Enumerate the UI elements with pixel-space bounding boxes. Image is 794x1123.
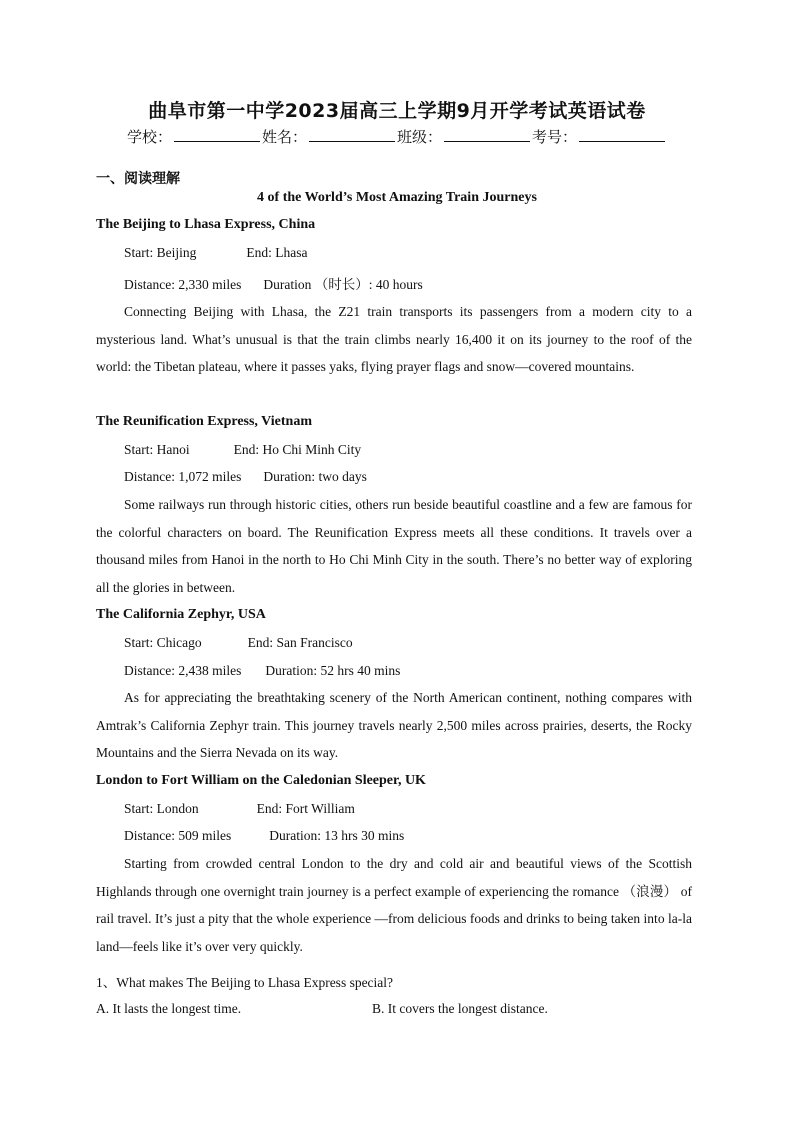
journey-description: Connecting Beijing with Lhasa, the Z21 train transports its passengers from a modern city to a mysterious land. What’s unusual is that the train climbs nearly 16,400 it on its journey to the roof of the world: the Tibetan plateau, where it passes yaks, flying prayer flags and snow—covered mountains. [96, 304, 692, 374]
journey-distance-duration [124, 663, 400, 679]
passage-title: 4 of the World’s Most Amazing Train Journeys [257, 190, 537, 205]
class-label: 班级： [397, 128, 443, 146]
journey-distance: Distance: 2,330 miles [124, 277, 242, 292]
exam-no-blank[interactable] [579, 126, 665, 142]
class-blank[interactable] [444, 126, 530, 142]
journey-start-end [124, 635, 353, 651]
option-a[interactable]: A. It lasts the longest time. [96, 1001, 242, 1016]
journey-distance-duration [124, 469, 367, 485]
journey-start: Start: London [124, 801, 199, 816]
journey-start: Start: Chicago [124, 635, 202, 650]
journey-distance-duration [124, 828, 404, 844]
journey-duration: Duration: 13 hrs 30 mins [269, 828, 405, 843]
school-label: 学校： [126, 128, 172, 146]
name-label: 姓名： [261, 128, 307, 146]
journey-start-end [124, 245, 307, 261]
journey-description: Starting from crowded central London to the dry and cold air and beautiful views of the Scottish Highlands through one overnight train journey is a perfect example of experiencing the romance （浪漫） of rail travel. It’s just a pity that the whole experience —from delicious foods and drinks to being taken into la-la land—feels like it’s over very quickly. [96, 856, 692, 954]
student-info-line [0, 126, 794, 147]
option-b[interactable]: B. It covers the longest distance. [372, 1001, 548, 1016]
journey-duration: Duration: two days [263, 469, 367, 484]
journey-title: The Reunification Express, Vietnam [96, 414, 312, 429]
journey-end: End: Ho Chi Minh City [233, 442, 362, 457]
section-heading: 一、阅读理解 [96, 171, 180, 187]
journey-end: End: San Francisco [247, 635, 353, 650]
journey-title: The California Zephyr, USA [96, 607, 266, 622]
journey-distance: Distance: 2,438 miles [124, 663, 242, 678]
journey-duration: Duration: 52 hrs 40 mins [265, 663, 401, 678]
journey-start-end [124, 801, 355, 817]
journey-distance: Distance: 509 miles [124, 828, 232, 843]
question-stem: 1、What makes The Beijing to Lhasa Express special? [96, 975, 394, 990]
journey-start-end [124, 442, 361, 458]
school-blank[interactable] [174, 126, 260, 142]
journey-start: Start: Beijing [124, 245, 197, 260]
journey-duration: Duration （时长）: 40 hours [263, 277, 423, 292]
page-title: 曲阜市第一中学2023届高三上学期9月开学考试英语试卷 [148, 100, 646, 122]
journey-title: The Beijing to Lhasa Express, China [96, 217, 316, 232]
journey-end: End: Fort William [256, 801, 355, 816]
journey-distance-duration [124, 273, 423, 293]
journey-description: As for appreciating the breathtaking scenery of the North American continent, nothing compares with Amtrak’s California Zephyr train. This journey travels nearly 2,500 miles across prairies, deserts, the Rocky Mountains and the Sierra Nevada on its way. [96, 690, 692, 760]
exam-no-label: 考号： [532, 128, 578, 146]
journey-title: London to Fort William on the Caledonian Sleeper, UK [96, 773, 426, 788]
journey-end: End: Lhasa [246, 245, 308, 260]
journey-distance: Distance: 1,072 miles [124, 469, 242, 484]
name-blank[interactable] [309, 126, 395, 142]
journey-start: Start: Hanoi [124, 442, 190, 457]
journey-description: Some railways run through historic cities, others run beside beautiful coastline and a few are famous for the colorful characters on board. The Reunification Express meets all these conditions. It travels over a thousand miles from Hanoi in the north to Ho Chi Minh City in the south. There’s no better way of exploring all the glories in between. [96, 497, 692, 595]
